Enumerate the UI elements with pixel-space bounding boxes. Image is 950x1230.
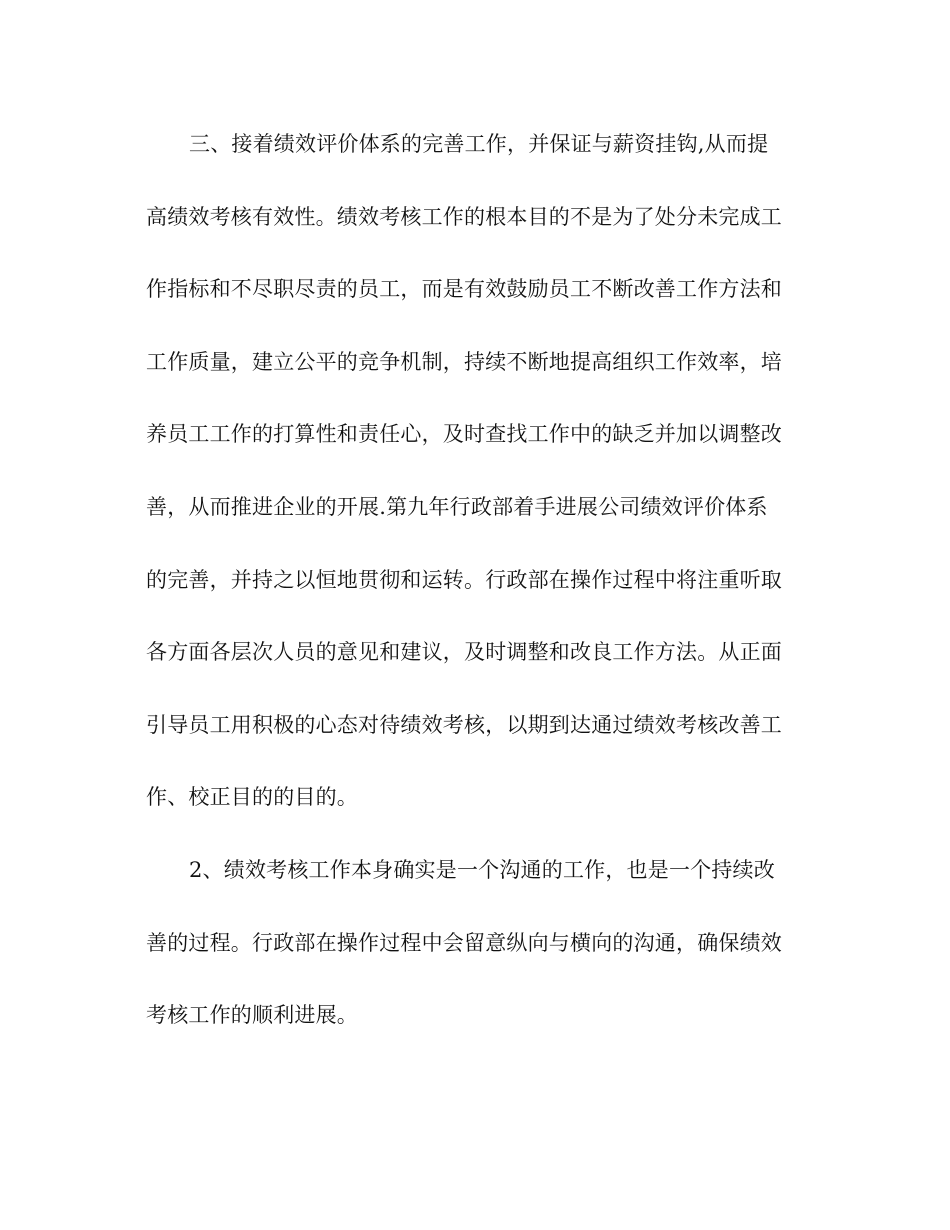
text-line: 作、校正目的的目的。 xyxy=(146,785,358,810)
text-line: 的完善，并持之以恒地贯彻和运转。行政部在操作过程中将注重听取 xyxy=(146,567,782,592)
text-line: 各方面各层次人员的意见和建议，及时调整和改良工作方法。从正面 xyxy=(146,640,782,665)
text-line: 善的过程。行政部在操作过程中会留意纵向与横向的沟通，确保绩效 xyxy=(146,930,782,955)
text-line: 高绩效考核有效性。绩效考核工作的根本目的不是为了处分未完成工 xyxy=(146,204,782,229)
text-line: 三、接着绩效评价体系的完善工作，并保证与薪资挂钩,从而提 xyxy=(189,132,769,156)
text-line: 善，从而推进企业的开展.第九年行政部着手进展公司绩效评价体系 xyxy=(146,494,768,519)
text-line: 养员工工作的打算性和责任心，及时查找工作中的缺乏并加以调整改 xyxy=(146,422,782,447)
text-line: 作指标和不尽职尽责的员工，而是有效鼓励员工不断改善工作方法和 xyxy=(146,277,782,302)
paragraph-communication xyxy=(146,842,806,1060)
text-line: 工作质量，建立公平的竞争机制，持续不断地提高组织工作效率，培 xyxy=(146,349,782,374)
text-line: 考核工作的顺利进展。 xyxy=(146,1003,358,1028)
document-body xyxy=(146,116,806,1060)
text-line: 引导员工用积极的心态对待绩效考核，以期到达通过绩效考核改善工 xyxy=(146,712,782,737)
paragraph-performance-system xyxy=(146,116,806,842)
text-line: 2、绩效考核工作本身确实是一个沟通的工作，也是一个持续改 xyxy=(189,857,775,882)
